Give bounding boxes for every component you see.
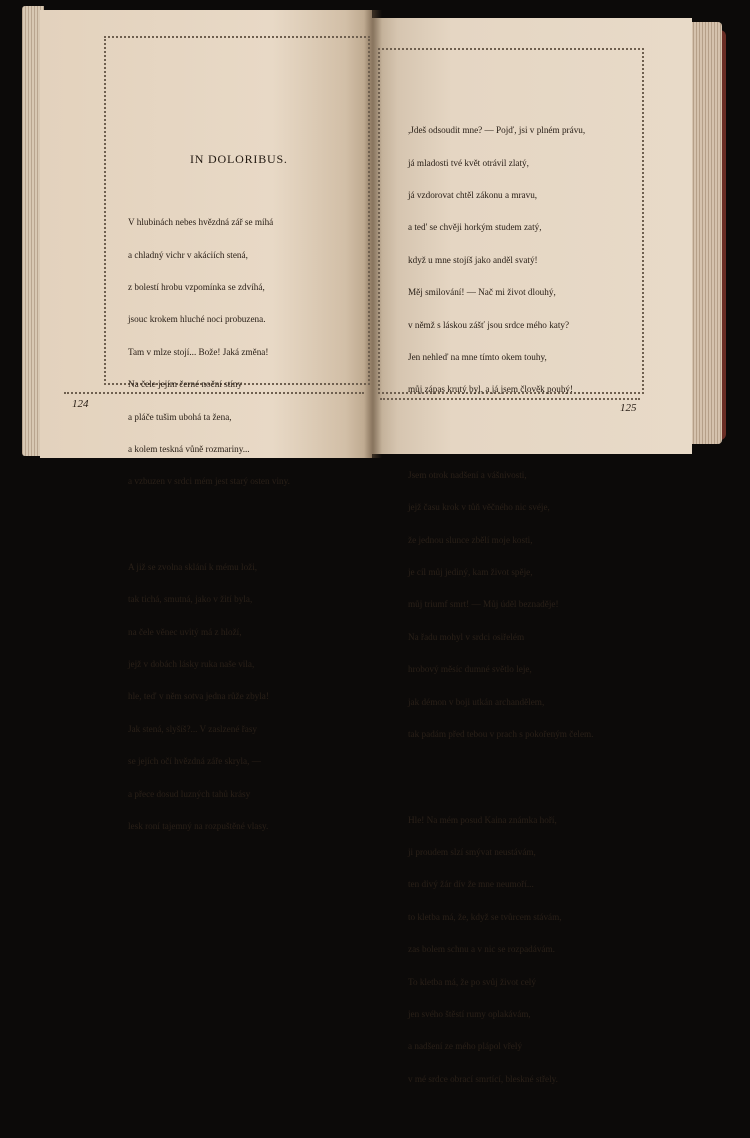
verse-line: Jsem otrok nadšení a vášnivosti, [408, 469, 527, 480]
stanza [408, 793, 593, 1106]
stanza [128, 196, 290, 509]
verse-line: jen svého štěstí rumy oplakávám, [408, 1008, 531, 1019]
verse-line: jak démon v boji utkán archandělem, [408, 696, 545, 707]
verse-line: a kolem teskná vůně rozmariny... [128, 443, 250, 454]
stanza [408, 104, 593, 417]
verse-line: tak padám před tebou v prach s pokořeným čelem. [408, 729, 594, 740]
verse-line: a přece dosud luzných tahů krásy [128, 788, 251, 799]
verse-line: z bolestí hrobu vzpomínka se zdvíhá, [128, 281, 265, 292]
verse-line: ,Jdeš odsoudit mne? — Pojď, jsi v plném právu, [408, 125, 586, 136]
verse-line: tak tichá, smutná, jako v žití byla, [128, 594, 253, 605]
verse-line: Na řadu mohyl v srdci osiřelém [408, 631, 525, 642]
verse-line: v němž s láskou zášť jsou srdce mého katy? [408, 319, 570, 330]
verse-line: já vzdorovat chtěl zákonu a mravu, [408, 189, 538, 200]
verse-line: lesk roní tajemný na rozpuštěné vlasy. [128, 821, 269, 832]
verse-line: a chladný vichr v akáciích stená, [128, 249, 248, 260]
verse-line: jejž v dobách lásky ruka naše vila, [128, 659, 255, 670]
right-page-edges [688, 22, 722, 444]
verse-line: V hlubinách nebes hvězdná zář se míhá [128, 217, 274, 228]
verse-line: a ted' se chvěji horkým studem zatý, [408, 222, 542, 233]
verse-line: ji proudem slzí smývat neustávám, [408, 846, 536, 857]
verse-line: zas bolem schnu a v nic se rozpadávám. [408, 944, 555, 955]
stanza [408, 448, 593, 761]
verse-line: můj triumf smrt! — Můj úděl beznaděje! [408, 599, 559, 610]
stanza [128, 540, 290, 853]
verse-line: když u mne stojíš jako anděl svatý! [408, 254, 538, 265]
left-page-number: 124 [72, 398, 89, 410]
verse-line: na čele věnec uvitý má z hloží, [128, 626, 242, 637]
verse-line: A již se zvolna sklání k mému loži, [128, 561, 258, 572]
right-poem-text [408, 82, 593, 1138]
right-page-number: 125 [620, 402, 637, 414]
verse-line: Měj smilování! — Nač mi život dlouhý, [408, 287, 556, 298]
verse-line: já mladosti tvé květ otrávil zlatý, [408, 157, 529, 168]
verse-line: hle, ted' v něm sotva jedna růže zbyla! [128, 691, 269, 702]
verse-line: hrobový měsíc dumné světlo leje, [408, 664, 532, 675]
verse-line: v mé srdce obrací smrtící, bleskné střely. [408, 1073, 558, 1084]
verse-line: Na čele jejím černé noční stíny [128, 379, 243, 390]
verse-line: jsouc krokem hluché noci probuzena. [128, 314, 266, 325]
verse-line: že jednou slunce zbělí moje kosti, [408, 534, 533, 545]
poem-title: IN DOLORIBUS. [190, 152, 288, 166]
verse-line: To kletba má, že po svůj život celý [408, 976, 536, 987]
verse-line: Hle! Na mém posud Kaina známka hoří, [408, 814, 557, 825]
verse-line: Jen nehleď na mne tímto okem touhy, [408, 351, 547, 362]
verse-line: je cíl můj jediný, kam život spěje, [408, 567, 533, 578]
verse-line: a pláče tušim ubohá ta žena, [128, 411, 232, 422]
verse-line: Jak stená, slyšíš?... V zaslzené řasy [128, 723, 258, 734]
verse-line: to kletba má, že, když se tvůrcem stávám, [408, 911, 562, 922]
verse-line: Tam v mlze stojí... Bože! Jaká změna! [128, 346, 269, 357]
verse-line: se jejích očí hvězdná záře skryla, — [128, 756, 261, 767]
verse-line: ten divý žár dív že mne neumoří... [408, 879, 534, 890]
verse-line: můj zápas krutý byl, a já jsem člověk pouhý! [408, 384, 574, 395]
verse-line: a nadšení ze mého plápol vřelý [408, 1041, 523, 1052]
verse-line: a vzbuzen v srdci mém jest starý osten viny. [128, 476, 290, 487]
verse-line: jejž času krok v tůň věčného nic svéje, [408, 502, 550, 513]
left-poem-text [128, 174, 290, 885]
